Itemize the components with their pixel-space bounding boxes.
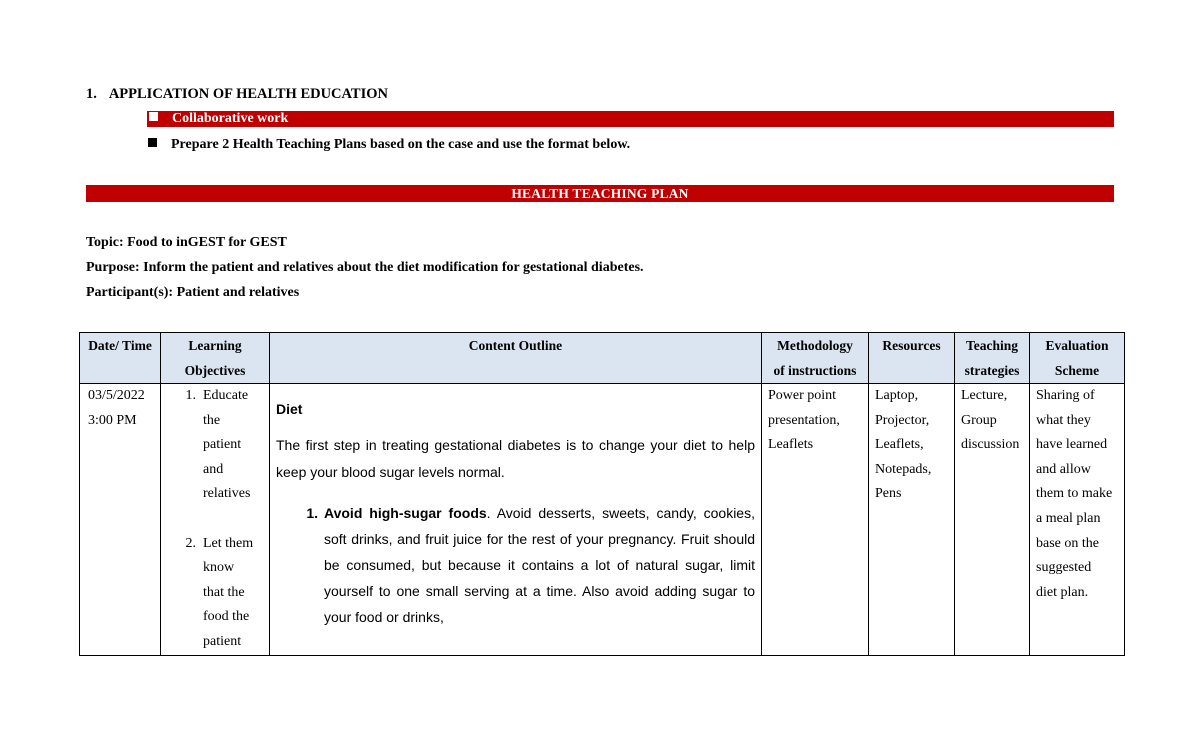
purpose-line: Purpose: Inform the patient and relatives about the diet modification for gestational diabetes.: [86, 260, 644, 275]
header-evaluation-scheme: Evaluation Scheme: [1030, 333, 1125, 384]
objective-item: 2. Let them know that the food the patient: [185, 535, 254, 649]
header-content-outline: Content Outline: [270, 333, 762, 384]
date-value: 03/5/2022: [88, 388, 145, 403]
header-resources: Resources: [869, 333, 955, 384]
content-intro: The first step in treating gestational diabetes is to change your diet to help keep your blood sugar levels normal.: [276, 437, 755, 480]
objectives-list: [161, 384, 269, 655]
health-teaching-plan-table: [79, 332, 1125, 656]
section-title: APPLICATION OF HEALTH EDUCATION: [108, 86, 388, 102]
square-bullet-icon: [149, 112, 158, 121]
header-learning-objectives: Learning Objectives: [161, 333, 270, 384]
content-title: Diet: [276, 401, 303, 417]
content-list: [276, 500, 755, 630]
table-header-row: [80, 333, 1125, 384]
cell-evaluation-scheme: Sharing of what they have learned and allow them to make a meal plan base on the suggested diet plan.: [1030, 384, 1125, 656]
section-heading: [86, 86, 388, 103]
cell-content-outline: [270, 384, 762, 656]
objective-item: 1. Educate the patient and relatives: [185, 388, 251, 502]
plan-title-bar: HEALTH TEACHING PLAN: [86, 185, 1114, 202]
topic-line: Topic: Food to inGEST for GEST: [86, 235, 287, 250]
header-methodology: Methodology of instructions: [762, 333, 869, 384]
section-number: 1.: [86, 86, 97, 102]
time-value: 3:00 PM: [88, 412, 137, 428]
bullet-text: Prepare 2 Health Teaching Plans based on the case and use the format below.: [171, 137, 631, 152]
bullet-collaborative-work: [147, 111, 1114, 127]
header-teaching-strategies: Teaching strategies: [955, 333, 1030, 384]
participants-line: Participant(s): Patient and relatives: [86, 285, 300, 300]
cell-methodology: Power point presentation, Leaflets: [762, 384, 869, 656]
square-bullet-icon: [148, 138, 157, 147]
list-item: 1. Avoid high-sugar foods. Avoid desserts, sweets, candy, cookies, soft drinks, and fruit juice for the rest of your pregnancy. Fruit should be consumed, but because it contains a lot of natural sugar, limit yourself to one small serving at a time. Also avoid adding sugar to your food or drinks,: [306, 505, 755, 625]
cell-teaching-strategies: Lecture, Group discussion: [955, 384, 1030, 656]
cell-learning-objectives: [161, 384, 270, 656]
bullet-prepare-plans: [148, 137, 630, 153]
cell-date-time: [80, 384, 161, 656]
cell-resources: Laptop, Projector, Leaflets, Notepads, Pens: [869, 384, 955, 656]
bullet-text: Collaborative work: [172, 111, 289, 126]
table-row: [80, 384, 1125, 656]
header-date-time: Date/ Time: [80, 333, 161, 384]
